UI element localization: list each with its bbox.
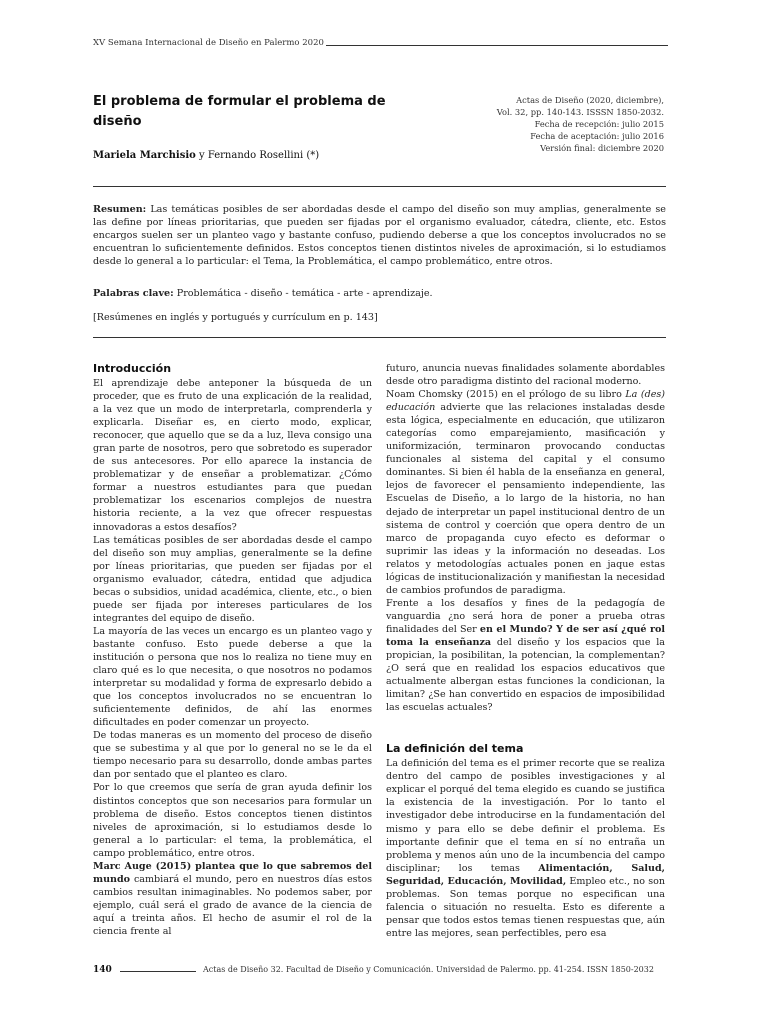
abstract-text: Las temáticas posibles de ser abordadas desde el campo del diseño son muy amplias, generalmente se las define por líneas prioritarias, que pueden ser fijadas por el organismo evaluador, cátedra, cliente, etc. Estos encargos suelen ser un planteo vago y bastante confuso, pudiendo deberse a que los conceptos involucrados no se encuentran lo suficientemente definidos. Estos conceptos tienen distintos niveles de aproximación, si lo estudiamos desde lo general a lo particular: el Tema, la Problemática, el campo problemático, entre otros. xyxy=(93,204,666,267)
intro-heading: Introducción xyxy=(93,362,172,375)
abstract xyxy=(93,203,666,268)
paragraph-text: advierte que las relaciones instaladas desde esta lógica, especialmente en educación, que utilizaron categorías como emparejamiento, masificación y uniformización, terminaron provocando conductas funcionales al sistema del capital y el consumo dominantes. Si bien él habla de la enseñanza en general, lejos de favorecer el pensamiento independiente, las Escuelas de Diseño, a lo largo de la historia, no han dejado de interpretar un papel institucional dentro de un sistema de control y coerción que opera dentro de un marco de propaganda cuyo efecto es deformar o suprimir las ideas y la información no deseadas. Los relatos y metodologías actuales ponen en jaque estas lógicas de institucionalización y manifiestan la necesidad de cambios profundos de paradigma. xyxy=(386,402,665,596)
section-rule-top xyxy=(93,186,666,187)
right-column xyxy=(386,362,665,940)
paragraph-text: Noam Chomsky (2015) en el prólogo de su libro xyxy=(386,389,626,401)
paragraph xyxy=(386,757,665,940)
paragraph-text: cambiará el mundo, pero en nuestros días estos cambios resultan inimaginables. No podemos saber, por ejemplo, cuál será el grado de avance de la ciencia de aquí a treinta años. El hecho de asumir el rol de la ciencia frente al xyxy=(93,873,372,937)
author-second: Fernando Rosellini (*) xyxy=(207,150,320,161)
paragraph-text: del diseño y los espacios que la propician, la posibilitan, la potencian, la complementan? ¿O será que en realidad los espacios educativos que actualmente albergan estas funciones la condicionan, la limitan? ¿Se han convertido en espacios de imposibilidad las escuelas actuales? xyxy=(386,636,665,714)
paragraph xyxy=(386,388,665,597)
paragraph: De todas maneras es un momento del proceso de diseño que se subestima y al que por lo general no se le da el tiempo necesario para su desarrollo, donde ambas partes dan por sentado que el planteo es claro. xyxy=(93,730,372,781)
author-connector: y xyxy=(195,150,208,161)
article-title: El problema de formular el problema de diseño xyxy=(93,94,386,129)
page-number: 140 xyxy=(93,965,112,975)
meta-line: Fecha de recepción: julio 2015 xyxy=(534,119,664,129)
meta-line: Vol. 32, pp. 140-143. ISSSN 1850-2032. xyxy=(496,107,664,117)
meta-line: Versión final: diciembre 2020 xyxy=(540,143,664,153)
paragraph-strong: en el Mundo? Y de ser así ¿qué rol toma la enseñanza xyxy=(386,623,665,648)
paragraph xyxy=(386,597,665,714)
paragraph-text: La definición del tema es el primer recorte que se realiza dentro del campo de posibles investigaciones y al explicar el porqué del tema elegido es cuando se justifica la existencia de la investigación. Por lo tanto el investigador debe introducirse en la fundamentación del mismo y para ello se debe definir el problema. Es importante definir que el tema en sí no entraña un problema y menos aún uno de la incumbencia del campo disciplinar; los temas xyxy=(386,758,665,874)
keywords xyxy=(93,287,666,300)
footer-citation: Actas de Diseño 32. Facultad de Diseño y Comunicación. Universidad de Palermo. pp. 41-254. ISSN 1850-2032 xyxy=(203,965,654,974)
paragraph: El aprendizaje debe anteponer la búsqueda de un proceder, que es fruto de una explicación de la realidad, a la vez que un modo de interpretarla, comprenderla y explicarla. Diseñar es, en cierto modo, explicar, reconocer, que aquello que se da a luz, lleva consigo una gran parte de nosotros, pero que sobretodo es superador de sus antecesores. Por ello aparece la instancia de problematizar y de enseñar a problematizar. ¿Cómo formar a nuestros estudiantes para que puedan problematizar los escenarios complejos de nuestra historia reciente, a la vez que ofrecer respuestas innovadoras a estos desafíos? xyxy=(93,378,372,533)
paragraph-strong: Alimentación, Salud, Seguridad, Educación, Movilidad, xyxy=(386,862,665,887)
paragraph: futuro, anuncia nuevas finalidades solamente abordables desde otro paradigma distinto del racional moderno. xyxy=(386,363,665,388)
meta-line: Fecha de aceptación: julio 2016 xyxy=(530,131,664,141)
paragraph: La mayoría de las veces un encargo es un planteo vago y bastante confuso. Esto puede deberse a que la institución o persona que nos lo realiza no tiene muy en claro qué es lo que necesita, o que nosotros no podamos interpretar su modalidad y forma de expresarlo debido a que los conceptos involucrados no se encuentran lo suficientemente definidos, de ahí las enormes dificultades en poder comenzar un proyecto. xyxy=(93,625,372,729)
keywords-text: Problemática - diseño - temática - arte - aprendizaje. xyxy=(173,288,433,299)
paragraph xyxy=(93,860,372,938)
author-first: Mariela Marchisio xyxy=(93,150,196,161)
meta-line: Actas de Diseño (2020, diciembre), xyxy=(516,95,664,105)
section-rule-bottom xyxy=(93,337,666,338)
footer-rule xyxy=(120,971,196,972)
section-heading-tema: La definición del tema xyxy=(386,742,524,756)
abstract-label: Resumen: xyxy=(93,204,147,215)
paragraph: Las temáticas posibles de ser abordadas desde el campo del diseño son muy amplias, generalmente se la define por líneas prioritarias, que pueden ser fijadas por el organismo evaluador, cátedra, entidad que adjudica becas o subsidios, unidad académica, cliente, etc., o bien puede ser fijada por intereses particulares de los integrantes del equipo de diseño. xyxy=(93,534,372,624)
left-column xyxy=(93,362,372,938)
paragraph: Por lo que creemos que sería de gran ayuda definir los distintos conceptos que son necesarios para formular un problema de diseño. Estos conceptos tienen distintos niveles de aproximación, si lo estudiamos desde lo general a lo particular: el tema, la problemática, el campo problemático, entre otros. xyxy=(93,782,372,859)
publication-meta xyxy=(497,94,664,154)
running-header: XV Semana Internacional de Diseño en Palermo 2020 xyxy=(93,38,324,48)
authors xyxy=(93,150,319,161)
paragraph-text: Empleo etc., no son problemas. Son temas porque no especifican una falencia o situación no resuelta. Esto es diferente a pensar que todos estos temas tienen respuestas que, aún entre las mejores, sean perfectibles, pero esa xyxy=(386,875,665,939)
resumenes-note: [Resúmenes en inglés y portugués y currículum en p. 143] xyxy=(93,312,378,323)
paragraph-text: Frente a los desafíos y fines de la pedagogía de vanguardia ¿no será hora de poner a prueba otras finalidades del Ser xyxy=(386,597,665,635)
paragraph-strong: Marc Auge (2015) plantea que lo que sabremos del mundo xyxy=(93,860,372,885)
keywords-label: Palabras clave: xyxy=(93,288,174,299)
book-title: La (des) educación xyxy=(386,389,665,414)
header-rule xyxy=(326,45,668,46)
